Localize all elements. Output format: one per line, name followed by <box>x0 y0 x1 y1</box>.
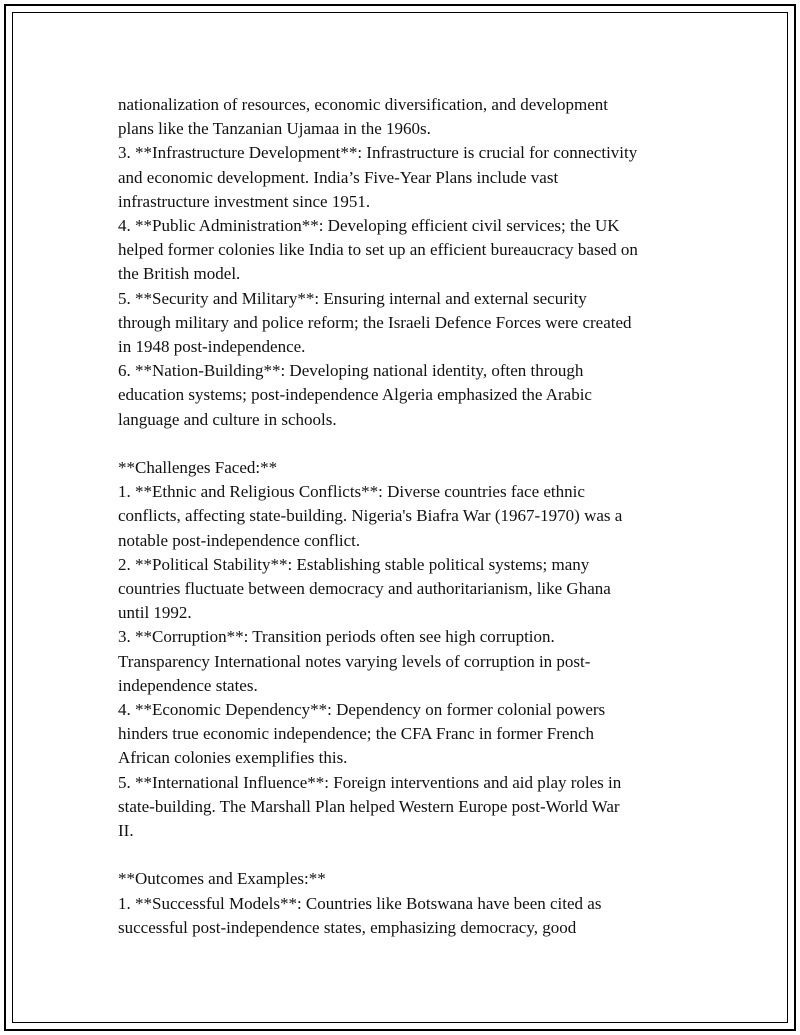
text-line: 4. **Public Administration**: Developing efficient civil services; the UK <box>118 216 620 236</box>
text-line: successful post-independence states, emphasizing democracy, good <box>118 917 577 937</box>
text-line: II. <box>118 821 134 841</box>
text-line: 3. **Infrastructure Development**: Infrastructure is crucial for connectivity <box>118 143 638 163</box>
section-heading: **Outcomes and Examples:** <box>118 869 326 889</box>
text-line: and economic development. India’s Five-Year Plans include vast <box>118 167 559 187</box>
text-line: infrastructure investment since 1951. <box>118 191 371 211</box>
text-line: helped former colonies like India to set up an efficient bureaucracy based on <box>118 240 638 260</box>
text-line: 4. **Economic Dependency**: Dependency on former colonial powers <box>118 700 606 720</box>
text-line: 1. **Ethnic and Religious Conflicts**: Diverse countries face ethnic <box>118 482 585 502</box>
text-line: nationalization of resources, economic diversification, and development <box>118 95 608 114</box>
text-line: in 1948 post-independence. <box>118 337 306 357</box>
text-line: independence states. <box>118 675 258 695</box>
text-line: plans like the Tanzanian Ujamaa in the 1960s. <box>118 119 431 139</box>
text-line: education systems; post-independence Algeria emphasized the Arabic <box>118 385 592 405</box>
text-line: 6. **Nation-Building**: Developing national identity, often through <box>118 361 584 381</box>
text-line: 1. **Successful Models**: Countries like Botswana have been cited as <box>118 893 602 913</box>
text-line: state-building. The Marshall Plan helped Western Europe post-World War <box>118 796 620 816</box>
text-line: 3. **Corruption**: Transition periods often see high corruption. <box>118 627 555 647</box>
section-heading: **Challenges Faced:** <box>118 458 278 478</box>
text-line: notable post-independence conflict. <box>118 530 361 550</box>
text-line: language and culture in schools. <box>118 409 337 429</box>
document-body <box>118 93 693 940</box>
text-line: African colonies exemplifies this. <box>118 748 348 768</box>
text-line: the British model. <box>118 264 241 284</box>
text-line: conflicts, affecting state-building. Nigeria's Biafra War (1967-1970) was a <box>118 506 623 526</box>
text-line: 5. **International Influence**: Foreign interventions and aid play roles in <box>118 772 622 792</box>
text-line: Transparency International notes varying levels of corruption in post- <box>118 651 591 671</box>
text-line: countries fluctuate between democracy and authoritarianism, like Ghana <box>118 579 611 599</box>
text-line: 2. **Political Stability**: Establishing stable political systems; many <box>118 554 590 574</box>
text-line: through military and police reform; the Israeli Defence Forces were created <box>118 312 632 332</box>
blank-line <box>118 432 693 456</box>
blank-line <box>118 843 693 867</box>
text-line: 5. **Security and Military**: Ensuring internal and external security <box>118 288 587 308</box>
text-line: until 1992. <box>118 603 192 623</box>
text-line: hinders true economic independence; the CFA Franc in former French <box>118 724 595 744</box>
